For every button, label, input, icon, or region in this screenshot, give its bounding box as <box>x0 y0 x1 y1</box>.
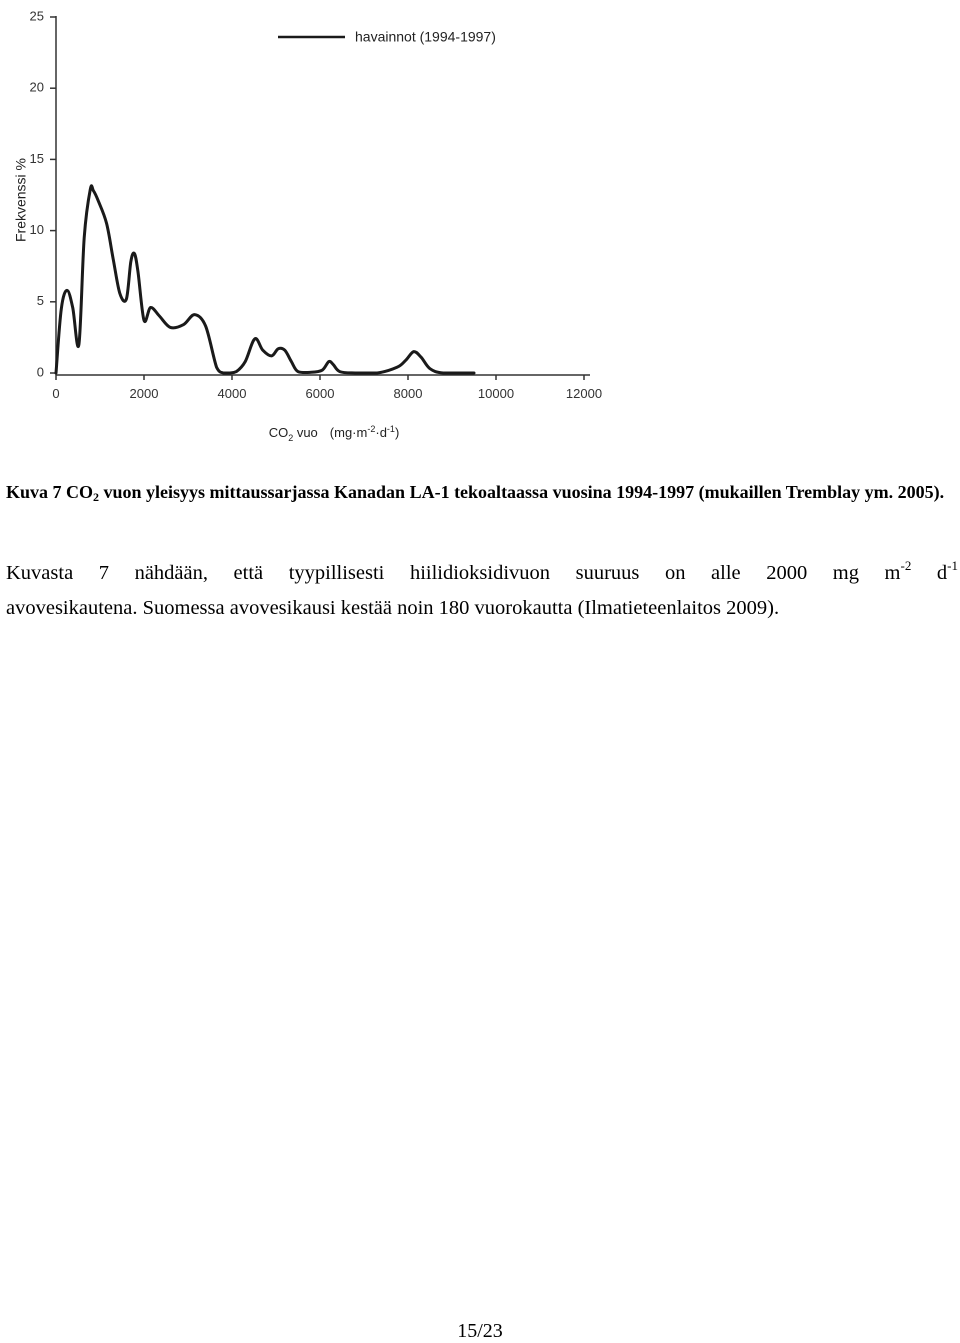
x-tick-label: 8000 <box>393 386 423 401</box>
x-axis-label: $CO_2$ vuo $(mg\cdot m^{-2}\cdot d^{-1})$ <box>268 424 400 443</box>
y-tick-label: 25 <box>29 8 44 24</box>
word: hiilidioksidivuon <box>409 562 551 584</box>
figure-caption: Kuva 7 $CO_2$ vuon yleisyys mittaussarjassa Kanadan LA-1 tekoaltaassa vuosina 1994-1997 (mukaillen Tremblay ym. 2005). <box>6 482 945 504</box>
word: että <box>233 562 264 584</box>
word: mg <box>832 562 859 584</box>
x-tick-label: 10000 <box>477 386 515 401</box>
body-paragraph <box>6 555 958 627</box>
word: on <box>664 562 686 584</box>
paragraph-line-1 <box>6 555 958 592</box>
legend-label: havainnot (1994-1997) <box>355 28 496 45</box>
y-axis-ticks <box>30 8 56 379</box>
x-axis-ticks <box>52 375 602 401</box>
y-tick-label: 0 <box>36 364 44 380</box>
x-tick-label: 12000 <box>565 386 603 401</box>
x-tick-label: 6000 <box>305 386 335 401</box>
y-tick-label: 10 <box>29 222 44 238</box>
y-tick-label: 5 <box>36 293 44 309</box>
page-number: 15/23 <box>457 1320 503 1342</box>
word: 2000 <box>766 562 808 584</box>
co2-flux-frequency-chart <box>0 0 620 450</box>
word: alle <box>711 562 741 584</box>
paragraph-line-2: avovesikautena. Suomessa avovesikausi kestää noin 180 vuorokautta (Ilmatieteenlaitos 2009). <box>6 597 780 619</box>
word: suuruus <box>575 562 640 584</box>
unit-m: $m^{-2}$ <box>884 558 912 584</box>
word: Kuvasta <box>6 562 74 584</box>
chart-axes <box>56 16 590 375</box>
unit-d: $d^{-1}$ <box>936 558 958 584</box>
word: nähdään, <box>134 562 208 584</box>
y-tick-label: 20 <box>29 79 44 95</box>
word: 7 <box>98 562 109 584</box>
series-line-havainnot <box>56 186 474 373</box>
x-tick-label: 2000 <box>129 386 159 401</box>
x-tick-label: 0 <box>52 386 60 401</box>
x-tick-label: 4000 <box>217 386 247 401</box>
y-tick-label: 15 <box>29 150 44 166</box>
word: tyypillisesti <box>288 562 385 584</box>
y-axis-label: Frekvenssi % <box>12 157 29 243</box>
legend <box>278 29 496 45</box>
